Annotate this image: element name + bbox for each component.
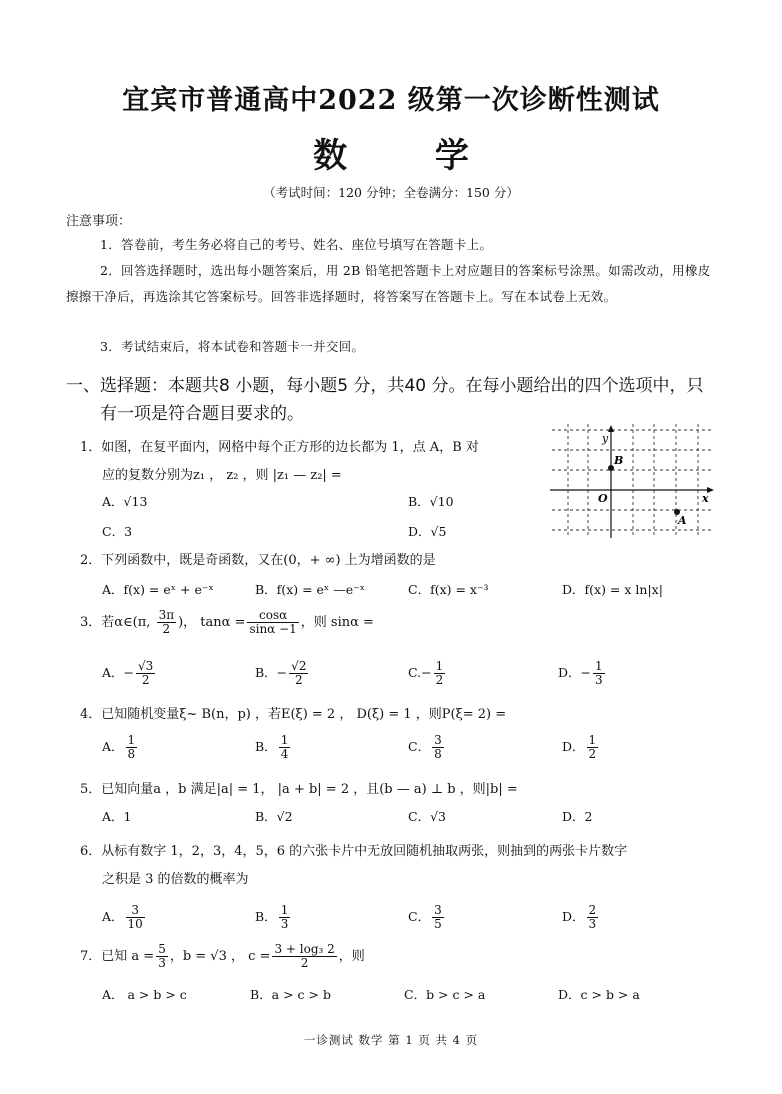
complex-plane-figure (546, 422, 718, 540)
x-axis-label: x (702, 492, 709, 505)
exam-info: （考试时间：120 分钟；全卷满分：150 分） (263, 185, 519, 200)
q2-option-d: D．f(x) = x ln|x| (562, 582, 663, 597)
section-title-line2: 有一项是符合题目要求的。 (100, 404, 304, 424)
q3-stem-part: 3．若α∈(π, (80, 615, 155, 630)
note-item: 3．考试结束后，将本试卷和答题卡一并交回。 (100, 339, 365, 354)
q5-stem: 5．已知向量a ，b 满足|a| = 1， |a + b| = 2 ，且(b — a) ⊥ b ，则|b| = (80, 782, 518, 797)
q3-stem-part: )， tanα = (178, 615, 246, 630)
q7-option-b: B．a > c > b (250, 987, 331, 1002)
q3-option-c: C.− $\frac{1}{2}$ (408, 659, 444, 687)
point-b-label: B (614, 454, 624, 467)
q7-stem-part: ，b = √3 ， c = (169, 949, 271, 964)
page-footer: 一诊测试 数学 第 1 页 共 4 页 (303, 1033, 479, 1047)
q4-option-a: A． $\frac{1}{8}$ (102, 733, 136, 761)
q1-option-a: A．√13 (102, 494, 148, 509)
q6-line1: 6．从标有数字 1，2，3，4，5，6 的六张卡片中无放回随机抽取两张，则抽到的两张卡片数字 (80, 844, 628, 859)
point-a-label: A (678, 514, 687, 527)
q1-line2: 应的复数分别为z₁ ， z₂ ，则 |z₁ — z₂| = (102, 468, 342, 483)
q7-a-fraction: $\frac{5}{3}$ (158, 942, 166, 970)
q4-option-c: C． $\frac{3}{8}$ (408, 733, 442, 761)
q4-stem: 4．已知随机变量ξ~ B(n，p) ，若E(ξ) = 2 ， D(ξ) = 1 ，则P(ξ= 2) = (80, 707, 507, 722)
q7-option-c: C．b > c > a (404, 987, 486, 1002)
q2-stem: 2．下列函数中，既是奇函数，又在(0，+ ∞) 上为增函数的是 (80, 553, 436, 568)
notes-heading: 注意事项： (66, 214, 132, 229)
q3-option-b: B．− $\frac{√2}{2}$ (255, 659, 307, 687)
q1-option-c: C．3 (102, 524, 133, 539)
q7-option-d: D．c > b > a (558, 987, 640, 1002)
q5-option-d: D．2 (562, 809, 593, 824)
q2-option-b: B．f(x) = eˣ —e⁻ˣ (255, 582, 365, 597)
q5-option-c: C．√3 (408, 809, 446, 824)
q1-option-d: D．√5 (408, 524, 447, 539)
q1-option-b: B．√10 (408, 494, 454, 509)
subject-title: 数 学 (313, 136, 507, 176)
q3-option-a: A．− $\frac{√3}{2}$ (102, 659, 154, 687)
q5-option-b: B．√2 (255, 809, 293, 824)
q3-interval-fraction: $\frac{3\pi}{2}$ (158, 608, 175, 636)
q3-tan-fraction: $\frac{\cos\alpha}{\sin\alpha -1}$ (249, 608, 297, 636)
q3-option-d: D．− $\frac{1}{3}$ (558, 659, 603, 687)
q7-stem-part: 7．已知 a = (80, 949, 155, 964)
q2-option-c: C．f(x) = x⁻³ (408, 582, 489, 597)
section-title-line1: 一、选择题：本题共8 小题，每小题5 分，共40 分。在每小题给出的四个选项中，只 (66, 376, 704, 396)
q5-option-a: A．1 (102, 809, 132, 824)
q7-c-fraction: $\frac{\text{3 + log₃ 2}}{2}$ (274, 942, 335, 970)
q3-stem (80, 606, 374, 640)
q6-line2: 之积是 3 的倍数的概率为 (102, 872, 249, 887)
q4-option-d: D． $\frac{1}{2}$ (562, 733, 597, 761)
q7-option-a: A． a > b > c (102, 987, 187, 1002)
note-item: 1．答卷前，考生务必将自己的考号、姓名、座位号填写在答题卡上。 (100, 237, 493, 252)
q3-stem-part: ，则 sinα = (300, 615, 374, 630)
q2-option-a: A．f(x) = eˣ + e⁻ˣ (102, 582, 214, 597)
q6-option-c: C． $\frac{3}{5}$ (408, 903, 442, 931)
q6-option-b: B． $\frac{1}{3}$ (255, 903, 289, 931)
q7-stem-part: ，则 (338, 949, 365, 964)
y-axis-label: y (602, 432, 609, 445)
q7-stem (80, 940, 365, 974)
note-item: 2．回答选择题时，选出每小题答案后，用 2B 铅笔把答题卡上对应题目的答案标号涂黑。如需改动，用橡皮擦擦干净后，再选涂其它答案标号。回答非选择题时，将答案写在答题卡上。写在本试卷上无效。 (66, 263, 711, 304)
exam-title: 宜宾市普通高中2022 级第一次诊断性测试 (122, 85, 660, 116)
origin-label: O (598, 492, 608, 505)
q1-line1: 1．如图，在复平面内，网格中每个正方形的边长都为 1，点 A，B 对 (80, 440, 479, 455)
q6-option-a: A． $\frac{3}{10}$ (102, 903, 143, 931)
q6-option-d: D． $\frac{2}{3}$ (562, 903, 597, 931)
q4-option-b: B． $\frac{1}{4}$ (255, 733, 289, 761)
